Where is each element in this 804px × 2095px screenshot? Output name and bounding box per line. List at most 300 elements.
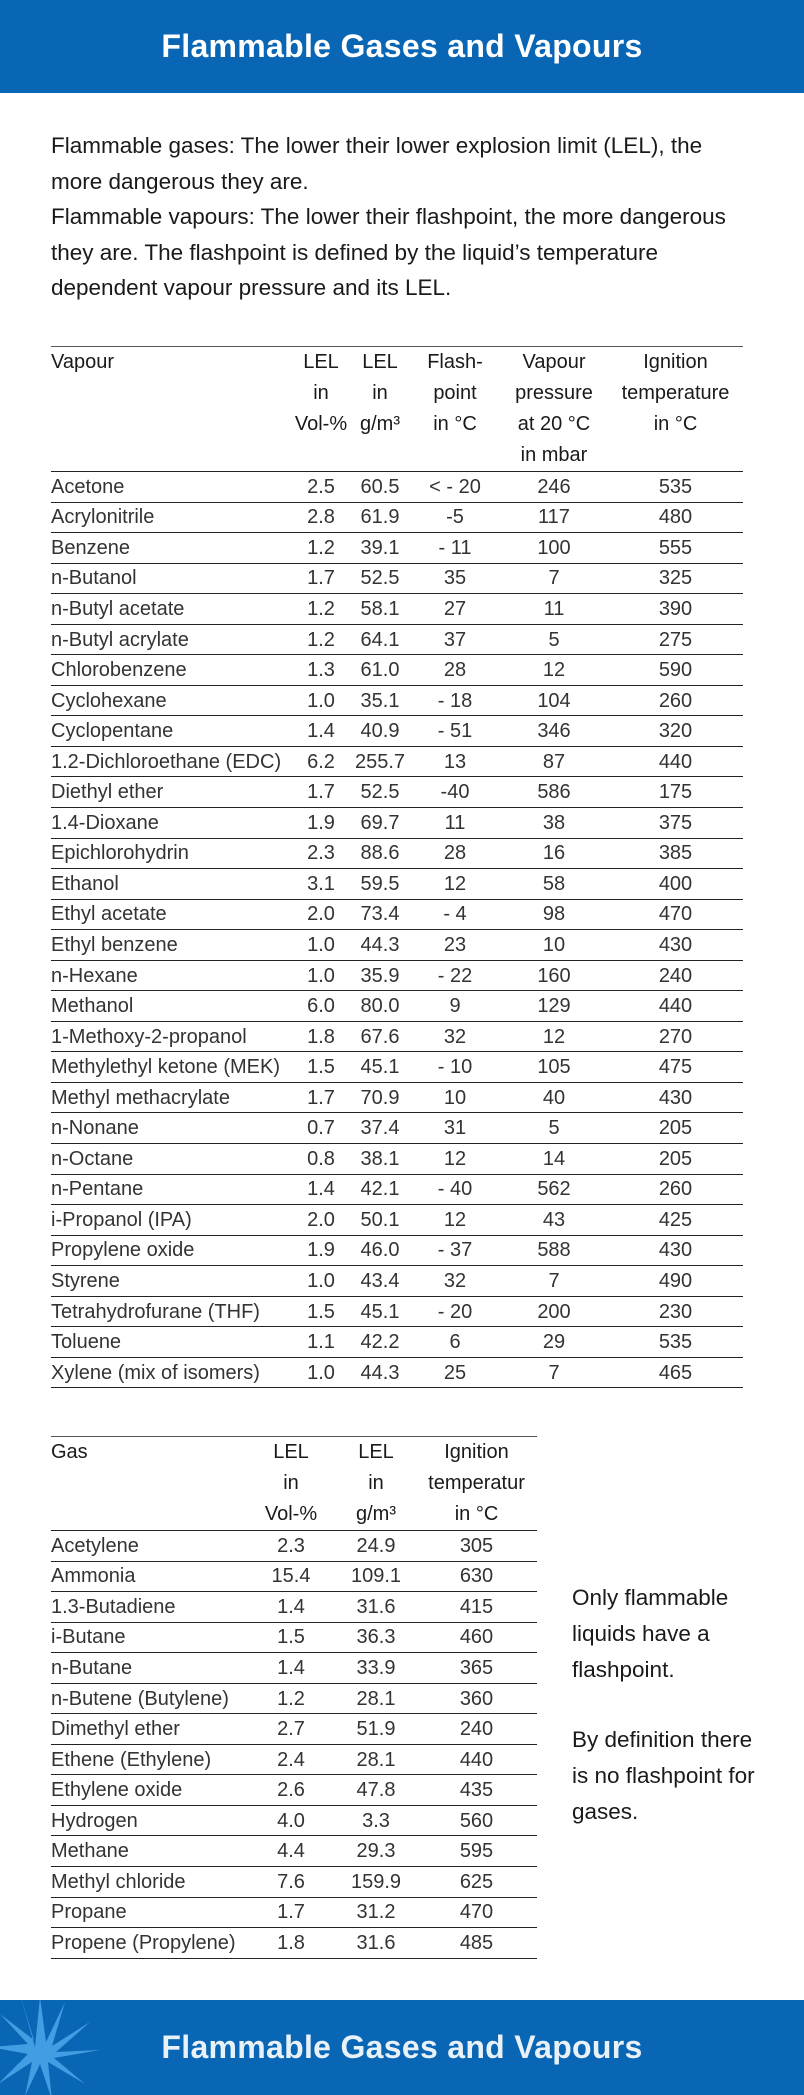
table-cell: - 11 bbox=[410, 533, 500, 564]
header-title: Flammable Gases and Vapours bbox=[161, 28, 643, 64]
table-cell: 1.4-Dioxane bbox=[51, 808, 292, 839]
table-cell: 465 bbox=[608, 1357, 743, 1388]
table-cell: Acetylene bbox=[51, 1531, 246, 1562]
table-cell: 64.1 bbox=[350, 624, 410, 655]
table-cell: 2.4 bbox=[246, 1744, 336, 1775]
table-row bbox=[51, 991, 743, 1022]
table-cell: 80.0 bbox=[350, 991, 410, 1022]
intro-vapours: Flammable vapours: The lower their flashpoint, the more dangerous they are. The flashpoint is defined by the liquid’s temperature dependent vapour pressure and its LEL. bbox=[51, 204, 726, 300]
table-cell: 2.0 bbox=[292, 1205, 350, 1236]
table-row bbox=[51, 533, 743, 564]
table-cell: 61.0 bbox=[350, 655, 410, 686]
table-cell: 2.5 bbox=[292, 472, 350, 503]
page-footer bbox=[0, 2000, 804, 2095]
header-line: g/m³ bbox=[356, 1503, 396, 1525]
table-cell: 16 bbox=[500, 838, 608, 869]
table-cell: 43 bbox=[500, 1205, 608, 1236]
table-cell: i-Butane bbox=[51, 1622, 246, 1653]
table-cell: 375 bbox=[608, 808, 743, 839]
table-row bbox=[51, 1897, 537, 1928]
table-cell: 1.2 bbox=[292, 533, 350, 564]
table-cell: Hydrogen bbox=[51, 1805, 246, 1836]
table-cell: 485 bbox=[416, 1928, 537, 1959]
table-row bbox=[51, 502, 743, 533]
table-cell: 246 bbox=[500, 472, 608, 503]
table-cell: 13 bbox=[410, 746, 500, 777]
table-cell: 1.7 bbox=[292, 563, 350, 594]
table-row bbox=[51, 472, 743, 503]
table-cell: 305 bbox=[416, 1531, 537, 1562]
table-row bbox=[51, 899, 743, 930]
table-cell: 1.4 bbox=[246, 1653, 336, 1684]
table-cell: 1.2 bbox=[292, 624, 350, 655]
table-cell: 32 bbox=[410, 1266, 500, 1297]
table-cell: Dimethyl ether bbox=[51, 1714, 246, 1745]
table-cell: 555 bbox=[608, 533, 743, 564]
header-line: in bbox=[372, 382, 388, 404]
table-cell: - 37 bbox=[410, 1235, 500, 1266]
table-cell: 160 bbox=[500, 960, 608, 991]
table-cell: 1.7 bbox=[292, 777, 350, 808]
table-cell: Acetone bbox=[51, 472, 292, 503]
table-cell: 440 bbox=[608, 991, 743, 1022]
table-cell: 1.0 bbox=[292, 960, 350, 991]
table-cell: 24.9 bbox=[336, 1531, 416, 1562]
vap-col-header bbox=[51, 347, 292, 472]
table-cell: 109.1 bbox=[336, 1561, 416, 1592]
table-cell: n-Pentane bbox=[51, 1174, 292, 1205]
table-cell: 5 bbox=[500, 624, 608, 655]
table-cell: 11 bbox=[500, 594, 608, 625]
table-row bbox=[51, 1561, 537, 1592]
table-cell: 32 bbox=[410, 1021, 500, 1052]
table-cell: 200 bbox=[500, 1296, 608, 1327]
table-cell: 270 bbox=[608, 1021, 743, 1052]
table-cell: 7 bbox=[500, 563, 608, 594]
table-cell: 12 bbox=[410, 1205, 500, 1236]
table-cell: 230 bbox=[608, 1296, 743, 1327]
table-cell: 365 bbox=[416, 1653, 537, 1684]
table-cell: 10 bbox=[500, 930, 608, 961]
gas-col-header bbox=[336, 1437, 416, 1531]
table-cell: 60.5 bbox=[350, 472, 410, 503]
header-line: temperatur bbox=[428, 1472, 525, 1494]
table-cell: 560 bbox=[416, 1805, 537, 1836]
table-cell: 2.7 bbox=[246, 1714, 336, 1745]
vap-col-header bbox=[500, 347, 608, 472]
table-cell: 36.3 bbox=[336, 1622, 416, 1653]
table-cell: 1.4 bbox=[292, 716, 350, 747]
table-row bbox=[51, 716, 743, 747]
table-cell: 460 bbox=[416, 1622, 537, 1653]
table-row bbox=[51, 1714, 537, 1745]
table-cell: 1.7 bbox=[246, 1897, 336, 1928]
table-cell: 255.7 bbox=[350, 746, 410, 777]
table-cell: 1-Methoxy-2-propanol bbox=[51, 1021, 292, 1052]
intro-gases: Flammable gases: The lower their lower explosion limit (LEL), the more dangerous they are. bbox=[51, 133, 703, 194]
header-line: Ignition bbox=[444, 1441, 509, 1463]
table-cell: 4.0 bbox=[246, 1805, 336, 1836]
table-cell: Ethyl acetate bbox=[51, 899, 292, 930]
table-cell: Ethylene oxide bbox=[51, 1775, 246, 1806]
table-cell: 1.3-Butadiene bbox=[51, 1592, 246, 1623]
gas-col-header bbox=[416, 1437, 537, 1531]
table-cell: 51.9 bbox=[336, 1714, 416, 1745]
note-liquids: Only flammable liquids have a flashpoint. bbox=[572, 1585, 729, 1682]
vapour-table bbox=[51, 346, 743, 1388]
header-line: in °C bbox=[433, 413, 477, 435]
table-cell: 29.3 bbox=[336, 1836, 416, 1867]
table-row bbox=[51, 594, 743, 625]
table-row bbox=[51, 1928, 537, 1959]
table-cell: 159.9 bbox=[336, 1867, 416, 1898]
table-cell: Propylene oxide bbox=[51, 1235, 292, 1266]
table-cell: 104 bbox=[500, 685, 608, 716]
table-cell: 59.5 bbox=[350, 869, 410, 900]
table-cell: 425 bbox=[608, 1205, 743, 1236]
table-cell: Methanol bbox=[51, 991, 292, 1022]
table-cell: Chlorobenzene bbox=[51, 655, 292, 686]
table-cell: 12 bbox=[500, 655, 608, 686]
table-cell: 260 bbox=[608, 1174, 743, 1205]
table-cell: 117 bbox=[500, 502, 608, 533]
header-line: g/m³ bbox=[360, 413, 400, 435]
table-row bbox=[51, 930, 743, 961]
table-row bbox=[51, 1805, 537, 1836]
table-cell: 29 bbox=[500, 1327, 608, 1358]
table-cell: 400 bbox=[608, 869, 743, 900]
table-cell: 7.6 bbox=[246, 1867, 336, 1898]
table-cell: 1.0 bbox=[292, 685, 350, 716]
table-cell: 440 bbox=[416, 1744, 537, 1775]
table-row bbox=[51, 1836, 537, 1867]
table-cell: 35 bbox=[410, 563, 500, 594]
table-cell: Methyl methacrylate bbox=[51, 1082, 292, 1113]
table-cell: 470 bbox=[416, 1897, 537, 1928]
vap-col-header bbox=[350, 347, 410, 472]
table-row bbox=[51, 869, 743, 900]
vap-col-header bbox=[410, 347, 500, 472]
table-cell: 31 bbox=[410, 1113, 500, 1144]
table-cell: 260 bbox=[608, 685, 743, 716]
table-cell: 35.1 bbox=[350, 685, 410, 716]
table-cell: 129 bbox=[500, 991, 608, 1022]
table-row bbox=[51, 624, 743, 655]
table-cell: 586 bbox=[500, 777, 608, 808]
table-cell: 28 bbox=[410, 838, 500, 869]
table-cell: 87 bbox=[500, 746, 608, 777]
table-row bbox=[51, 838, 743, 869]
table-row bbox=[51, 1592, 537, 1623]
table-cell: 6.0 bbox=[292, 991, 350, 1022]
table-cell: 1.4 bbox=[292, 1174, 350, 1205]
table-row bbox=[51, 746, 743, 777]
table-cell: - 51 bbox=[410, 716, 500, 747]
note-gases: By definition there is no flashpoint for gases. bbox=[572, 1727, 755, 1824]
table-cell: 88.6 bbox=[350, 838, 410, 869]
table-row bbox=[51, 1867, 537, 1898]
table-row bbox=[51, 1113, 743, 1144]
flashpoint-note bbox=[572, 1580, 772, 1830]
table-cell: 1.7 bbox=[292, 1082, 350, 1113]
table-cell: n-Nonane bbox=[51, 1113, 292, 1144]
table-cell: n-Butyl acrylate bbox=[51, 624, 292, 655]
header-line: LEL bbox=[358, 1441, 394, 1463]
table-cell: 2.3 bbox=[246, 1531, 336, 1562]
table-cell: Ethyl benzene bbox=[51, 930, 292, 961]
table-row bbox=[51, 1775, 537, 1806]
table-cell: 1.5 bbox=[292, 1052, 350, 1083]
table-cell: i-Propanol (IPA) bbox=[51, 1205, 292, 1236]
table-cell: 325 bbox=[608, 563, 743, 594]
table-cell: 52.5 bbox=[350, 563, 410, 594]
table-cell: 52.5 bbox=[350, 777, 410, 808]
header-line: point bbox=[433, 382, 477, 404]
table-cell: 2.3 bbox=[292, 838, 350, 869]
table-cell: 7 bbox=[500, 1357, 608, 1388]
table-cell: 33.9 bbox=[336, 1653, 416, 1684]
table-row bbox=[51, 1266, 743, 1297]
table-cell: 69.7 bbox=[350, 808, 410, 839]
table-cell: 12 bbox=[410, 869, 500, 900]
table-row bbox=[51, 1052, 743, 1083]
table-cell: 23 bbox=[410, 930, 500, 961]
table-cell: Diethyl ether bbox=[51, 777, 292, 808]
table-cell: 630 bbox=[416, 1561, 537, 1592]
gas-col-header bbox=[51, 1437, 246, 1531]
table-cell: 205 bbox=[608, 1144, 743, 1175]
table-cell: 1.5 bbox=[246, 1622, 336, 1653]
table-cell: 58 bbox=[500, 869, 608, 900]
table-cell: 1.9 bbox=[292, 1235, 350, 1266]
table-cell: 6 bbox=[410, 1327, 500, 1358]
header-line: in °C bbox=[454, 1503, 499, 1525]
header-line: LEL bbox=[273, 1441, 309, 1463]
header-line: Vol-% bbox=[264, 1503, 318, 1525]
table-cell: 1.1 bbox=[292, 1327, 350, 1358]
gas-table bbox=[51, 1436, 537, 1959]
table-cell: 595 bbox=[416, 1836, 537, 1867]
table-cell: 535 bbox=[608, 1327, 743, 1358]
table-row bbox=[51, 1082, 743, 1113]
table-cell: 346 bbox=[500, 716, 608, 747]
table-cell: 440 bbox=[608, 746, 743, 777]
table-cell: Propene (Propylene) bbox=[51, 1928, 246, 1959]
table-cell: -5 bbox=[410, 502, 500, 533]
table-cell: 100 bbox=[500, 533, 608, 564]
table-row bbox=[51, 1205, 743, 1236]
table-cell: 240 bbox=[416, 1714, 537, 1745]
table-cell: 37.4 bbox=[350, 1113, 410, 1144]
table-cell: 1.0 bbox=[292, 930, 350, 961]
table-cell: 1.0 bbox=[292, 1266, 350, 1297]
table-cell: 1.3 bbox=[292, 655, 350, 686]
table-cell: n-Butane bbox=[51, 1653, 246, 1684]
header-line: Vol-% bbox=[294, 413, 348, 435]
table-cell: 12 bbox=[410, 1144, 500, 1175]
table-cell: 98 bbox=[500, 899, 608, 930]
table-cell: 58.1 bbox=[350, 594, 410, 625]
table-cell: 385 bbox=[608, 838, 743, 869]
vap-col-header bbox=[608, 347, 743, 472]
table-cell: n-Octane bbox=[51, 1144, 292, 1175]
table-cell: < - 20 bbox=[410, 472, 500, 503]
table-row bbox=[51, 563, 743, 594]
table-row bbox=[51, 1144, 743, 1175]
table-cell: 15.4 bbox=[246, 1561, 336, 1592]
table-cell: 46.0 bbox=[350, 1235, 410, 1266]
table-cell: 2.0 bbox=[292, 899, 350, 930]
table-cell: 475 bbox=[608, 1052, 743, 1083]
table-cell: 73.4 bbox=[350, 899, 410, 930]
table-cell: Ethene (Ethylene) bbox=[51, 1744, 246, 1775]
header-line: Vapour bbox=[522, 351, 586, 373]
table-cell: 44.3 bbox=[350, 930, 410, 961]
table-cell: 1.9 bbox=[292, 808, 350, 839]
table-cell: 1.5 bbox=[292, 1296, 350, 1327]
table-cell: Propane bbox=[51, 1897, 246, 1928]
table-cell: 435 bbox=[416, 1775, 537, 1806]
table-row bbox=[51, 1327, 743, 1358]
table-cell: 37 bbox=[410, 624, 500, 655]
table-row bbox=[51, 1622, 537, 1653]
table-cell: 562 bbox=[500, 1174, 608, 1205]
table-cell: 2.6 bbox=[246, 1775, 336, 1806]
table-row bbox=[51, 1174, 743, 1205]
table-cell: 320 bbox=[608, 716, 743, 747]
table-cell: 50.1 bbox=[350, 1205, 410, 1236]
table-cell: 430 bbox=[608, 1082, 743, 1113]
table-cell: 1.2 bbox=[246, 1683, 336, 1714]
table-cell: 28.1 bbox=[336, 1683, 416, 1714]
header-line: LEL bbox=[303, 351, 339, 373]
header-line: in mbar bbox=[520, 444, 588, 466]
table-cell: Ethanol bbox=[51, 869, 292, 900]
table-cell: 625 bbox=[416, 1867, 537, 1898]
table-cell: 1.8 bbox=[246, 1928, 336, 1959]
table-cell: 5 bbox=[500, 1113, 608, 1144]
table-cell: 12 bbox=[500, 1021, 608, 1052]
table-cell: 1.2-Dichloroethane (EDC) bbox=[51, 746, 292, 777]
table-cell: 61.9 bbox=[350, 502, 410, 533]
header-line: temperature bbox=[621, 382, 730, 404]
table-cell: 1.4 bbox=[246, 1592, 336, 1623]
table-cell: 25 bbox=[410, 1357, 500, 1388]
intro-text bbox=[51, 128, 751, 306]
table-row bbox=[51, 1653, 537, 1684]
table-cell: 3.1 bbox=[292, 869, 350, 900]
table-cell: 40.9 bbox=[350, 716, 410, 747]
header-line: in bbox=[368, 1472, 384, 1494]
table-cell: 31.6 bbox=[336, 1928, 416, 1959]
gas-col-header bbox=[246, 1437, 336, 1531]
table-cell: 27 bbox=[410, 594, 500, 625]
header-line: in °C bbox=[653, 413, 698, 435]
table-row bbox=[51, 777, 743, 808]
page-header bbox=[0, 0, 804, 93]
table-cell: Cyclopentane bbox=[51, 716, 292, 747]
table-cell: - 40 bbox=[410, 1174, 500, 1205]
table-cell: 39.1 bbox=[350, 533, 410, 564]
table-cell: 31.6 bbox=[336, 1592, 416, 1623]
table-cell: 0.8 bbox=[292, 1144, 350, 1175]
table-cell: n-Butene (Butylene) bbox=[51, 1683, 246, 1714]
table-cell: 360 bbox=[416, 1683, 537, 1714]
table-cell: - 18 bbox=[410, 685, 500, 716]
table-cell: 390 bbox=[608, 594, 743, 625]
table-row bbox=[51, 1357, 743, 1388]
table-cell: 45.1 bbox=[350, 1296, 410, 1327]
table-cell: -40 bbox=[410, 777, 500, 808]
table-cell: 6.2 bbox=[292, 746, 350, 777]
table-row bbox=[51, 685, 743, 716]
table-cell: Xylene (mix of isomers) bbox=[51, 1357, 292, 1388]
table-row bbox=[51, 1235, 743, 1266]
header-line: LEL bbox=[362, 351, 398, 373]
table-cell: 0.7 bbox=[292, 1113, 350, 1144]
table-cell: 205 bbox=[608, 1113, 743, 1144]
table-row bbox=[51, 1531, 537, 1562]
header-line: Vapour bbox=[51, 351, 115, 373]
table-cell: 2.8 bbox=[292, 502, 350, 533]
table-cell: 490 bbox=[608, 1266, 743, 1297]
table-cell: 9 bbox=[410, 991, 500, 1022]
table-cell: Ammonia bbox=[51, 1561, 246, 1592]
table-cell: 10 bbox=[410, 1082, 500, 1113]
header-line: in bbox=[313, 382, 329, 404]
table-cell: 1.2 bbox=[292, 594, 350, 625]
table-cell: 1.8 bbox=[292, 1021, 350, 1052]
table-cell: 415 bbox=[416, 1592, 537, 1623]
table-row bbox=[51, 655, 743, 686]
table-cell: 11 bbox=[410, 808, 500, 839]
table-cell: 1.0 bbox=[292, 1357, 350, 1388]
table-cell: 588 bbox=[500, 1235, 608, 1266]
table-cell: Epichlorohydrin bbox=[51, 838, 292, 869]
table-cell: 38 bbox=[500, 808, 608, 839]
header-line: at 20 °C bbox=[517, 413, 591, 435]
table-cell: - 4 bbox=[410, 899, 500, 930]
table-cell: Styrene bbox=[51, 1266, 292, 1297]
table-row bbox=[51, 1683, 537, 1714]
table-cell: 35.9 bbox=[350, 960, 410, 991]
header-line: pressure bbox=[515, 382, 593, 404]
table-cell: 470 bbox=[608, 899, 743, 930]
table-cell: 590 bbox=[608, 655, 743, 686]
footer-title: Flammable Gases and Vapours bbox=[161, 2029, 643, 2065]
table-row bbox=[51, 1021, 743, 1052]
table-cell: 3.3 bbox=[336, 1805, 416, 1836]
table-cell: Acrylonitrile bbox=[51, 502, 292, 533]
table-cell: 47.8 bbox=[336, 1775, 416, 1806]
table-cell: 38.1 bbox=[350, 1144, 410, 1175]
table-cell: 42.2 bbox=[350, 1327, 410, 1358]
table-cell: 105 bbox=[500, 1052, 608, 1083]
table-cell: - 22 bbox=[410, 960, 500, 991]
table-row bbox=[51, 1744, 537, 1775]
table-cell: 4.4 bbox=[246, 1836, 336, 1867]
table-cell: 43.4 bbox=[350, 1266, 410, 1297]
table-cell: Methyl chloride bbox=[51, 1867, 246, 1898]
table-cell: - 10 bbox=[410, 1052, 500, 1083]
table-row bbox=[51, 1296, 743, 1327]
table-cell: n-Butanol bbox=[51, 563, 292, 594]
table-cell: Benzene bbox=[51, 533, 292, 564]
table-cell: - 20 bbox=[410, 1296, 500, 1327]
table-cell: 7 bbox=[500, 1266, 608, 1297]
table-cell: 42.1 bbox=[350, 1174, 410, 1205]
table-cell: 31.2 bbox=[336, 1897, 416, 1928]
